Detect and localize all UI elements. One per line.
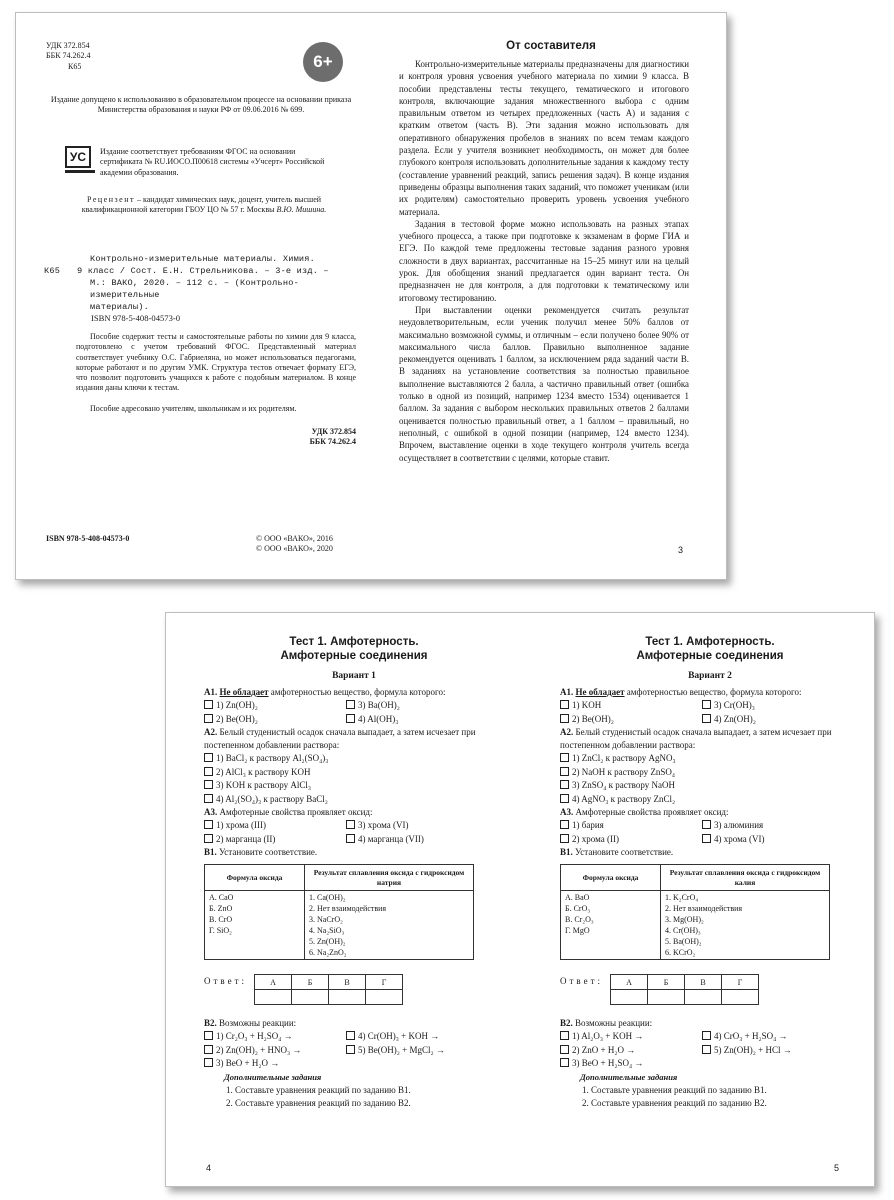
checkbox[interactable] xyxy=(702,1031,711,1040)
bbk-bottom-code: ББК 74.262.4 xyxy=(309,437,356,447)
biblio-line-2: 9 класс / Сост. Е.Н. Стрельникова. – 3-е изд. – xyxy=(77,266,329,276)
answer-col-header: Г xyxy=(366,975,403,990)
b1-left-column xyxy=(205,891,305,960)
question-b1 xyxy=(560,846,860,859)
page3-paragraph-3: При выставлении оценки рекомендуется считать результат неудовлетворительным, если ученик получил менее 50% баллов от максимально возможной суммы, и отличным – если получено более 90% от максимального числа баллов. Правильно выполненное задание рекомендуется оценивать 1 баллом, за исключением ряда заданий части В. В заданиях на установление соответствия за полностью правильное выполнение выставляются 2 балла, а частично правильный ответ (ошибка только в одной из позиций, например 1234 вместо 1534) оценивается 1 баллом. За задания с выбором нескольких правильных ответов 2 баллами оценивается полностью правильный ответ, а 1 баллом – правильный, но неполный, с ошибкой в одной позиции (например, 124 вместо 1234). Впрочем, выставление оценки в ходе текущего контроля учитель всегда осуществляет в соответствии с целями, которые ставит. xyxy=(399,304,689,463)
checkbox[interactable] xyxy=(346,700,355,709)
checkbox[interactable] xyxy=(204,1045,213,1054)
book-spread-imprint xyxy=(15,12,727,580)
a3-option: 1) бария xyxy=(572,820,604,830)
checkbox[interactable] xyxy=(702,714,711,723)
answer-grid xyxy=(254,974,403,1005)
b1-right-item: 4. Na₂SiO₃ xyxy=(309,926,345,935)
b1-left-item: Г. SiO₂ xyxy=(209,926,232,935)
question-b2 xyxy=(204,1017,504,1030)
b1-right-item: 6. KCrO₂ xyxy=(665,948,696,957)
question-a3 xyxy=(560,806,860,819)
us-logo xyxy=(65,146,95,173)
checkbox[interactable] xyxy=(346,714,355,723)
answer-col-header: В xyxy=(685,975,722,990)
reviewer-text: кандидат химических наук, доцент, учитель высшей квалификационной категории ГБОУ ЦО № 57 г. Москвы xyxy=(81,195,322,215)
checkbox[interactable] xyxy=(702,820,711,829)
extra-tasks xyxy=(204,1071,504,1110)
b2-option: 2) Zn(OH)₂ + HNO₃ → xyxy=(216,1044,302,1055)
a2-option: 2) AlCl₃ к раствору KOH xyxy=(216,766,311,777)
a2-option: 4) AgNO₃ к раствору ZnCl₂ xyxy=(572,793,676,804)
answer-col-header: Б xyxy=(648,975,685,990)
checkbox[interactable] xyxy=(560,767,569,776)
a1-option: 4) Zn(OH)₂ xyxy=(714,713,756,724)
copyright-2020: © ООО «ВАКО», 2020 xyxy=(256,544,333,554)
question-b2 xyxy=(560,1017,860,1030)
answer-col-header: В xyxy=(329,975,366,990)
reviewer-label: Рецензент xyxy=(86,195,135,204)
udk-block xyxy=(46,41,91,72)
answer-col-header: Г xyxy=(722,975,759,990)
checkbox[interactable] xyxy=(560,794,569,803)
checkbox[interactable] xyxy=(560,1058,569,1067)
checkbox[interactable] xyxy=(560,1045,569,1054)
answer-cell[interactable] xyxy=(366,990,403,1005)
bbk-code: ББК 74.262.4 xyxy=(46,51,91,61)
page3-body xyxy=(399,58,689,464)
bibliographic-record xyxy=(44,253,354,313)
b1-left-item: Г. MgO xyxy=(565,926,590,935)
checkbox[interactable] xyxy=(346,1031,355,1040)
page5 xyxy=(560,635,860,1110)
a2-number: А2. xyxy=(204,727,218,737)
extra-task: 1. Составьте уравнения реакций по заданию В1. xyxy=(582,1084,767,1095)
a1-text: амфотерностью вещество, формула которого: xyxy=(624,687,802,697)
question-a2 xyxy=(204,726,504,752)
a2-option: 2) NaOH к раствору ZnSO₄ xyxy=(572,766,675,777)
answer-cell[interactable] xyxy=(329,990,366,1005)
b1-header-right: Результат сплавления оксида с гидроксидом натрия xyxy=(305,865,474,891)
b2-number: В2. xyxy=(560,1018,573,1028)
page4 xyxy=(204,635,504,1110)
a3-option: 2) марганца (II) xyxy=(216,833,276,844)
extra-task: 2. Составьте уравнения реакций по заданию В2. xyxy=(226,1097,411,1108)
checkbox[interactable] xyxy=(560,820,569,829)
b2-option: 4) CrO₃ + H₂SO₄ → xyxy=(714,1031,788,1041)
page4-title-line-2: Амфотерные соединения xyxy=(280,650,428,662)
answer-cell[interactable] xyxy=(292,990,329,1005)
checkbox[interactable] xyxy=(204,753,213,762)
a1-option: 3) Ba(OH)₂ xyxy=(358,700,400,710)
a2-number: А2. xyxy=(560,727,574,737)
b2-option: 1) Al₂O₃ + KOH → xyxy=(572,1031,644,1041)
udk-bottom-code: УДК 372.854 xyxy=(311,427,356,436)
checkbox[interactable] xyxy=(560,753,569,762)
checkbox[interactable] xyxy=(204,1031,213,1040)
b2-option: 3) BeO + H₂O → xyxy=(216,1058,280,1068)
a3-option: 4) хрома (VI) xyxy=(714,833,765,844)
age-rating-badge: 6+ xyxy=(303,42,343,82)
page3-paragraph-2: Задания в тестовой форме можно использовать на разных этапах учебного процесса, а также при подготовке к экзаменам в форме ГИА и ЕГЭ. По каждой теме предложены тестовые задания разного уровня сложности в двух вариантах, рассчитанные на 15–25 минут или на целый урок. Для обобщения знаний предлагается один вариант теста. Он предназначен не для контроля, а для подготовки к тематическому или итоговому тестированию. xyxy=(399,218,689,303)
a2-option: 1) ZnCl₂ к раствору AgNO₃ xyxy=(572,753,676,763)
annotation-text: Пособие содержит тесты и самостоятельные работы по химии для 9 класса, подготовлено с учетом требований ФГОС. Представленный материал соответствует учебнику О.С. Габриеляна, но может использоваться педагогами, которые работают и по другим УМК. Структура тестов отвечает формату ЕГЭ, что позволит подготовить учащихся к работе с подобным материалом. В конце издания даны ключи к тестам. xyxy=(76,332,356,393)
b1-header-left: Формула оксида xyxy=(561,865,661,891)
b1-text: Установите соответствие. xyxy=(216,847,318,857)
b1-right-item: 2. Нет взаимодействия xyxy=(665,904,743,913)
question-a3 xyxy=(204,806,504,819)
b1-matching-table xyxy=(204,864,474,960)
a3-text: Амфотерные свойства проявляет оксид: xyxy=(217,807,373,817)
question-b1 xyxy=(204,846,504,859)
biblio-line-1: Контрольно-измерительные материалы. Химия. xyxy=(90,254,315,264)
biblio-line-3: М.: ВАКО, 2020. – 112 с. – (Контрольно-измерительные xyxy=(90,278,299,300)
annotation-audience: Пособие адресовано учителям, школьникам и их родителям. xyxy=(90,404,297,413)
a1-negation: Не обладает xyxy=(219,687,269,697)
page-number-3: 3 xyxy=(678,545,684,555)
b2-option: 3) BeO + H₂SO₄ → xyxy=(572,1058,644,1068)
page3-paragraph-1: Контрольно-измерительные материалы предназначены для диагностики и контроля уровня усвоения учебного материала по химии 9 класса. В пособии представлены тесты текущего, тематического и итогового контроля, включающие задания множественного выбора с одним правильным ответом из четырех предложенных (часть А) и задания с кратким ответом (часть В). Эти задания можно использовать для оперативного обнаружения пробелов в знаниях по всем темам каждого раздела. Если у учителя возникнет необходимость, он может для более глубокого контроля использовать дополнительные задания к каждому тесту (составление уравнений реакций, запись решения задач). В конце издания приведены образцы выполнения таких заданий, что поможет ученикам (или их родителям) самостоятельно проверить уровень усвоения учебного материала. xyxy=(399,59,689,217)
checkbox[interactable] xyxy=(702,700,711,709)
b1-left-item: А. BaO xyxy=(565,893,590,902)
a2-text: Белый студенистый осадок сначала выпадает, а затем исчезает при постепенном добавлении раствора: xyxy=(204,727,476,750)
a2-option: 3) ZnSO₄ к раствору NaOH xyxy=(572,780,675,790)
a3-text: Амфотерные свойства проявляет оксид: xyxy=(573,807,729,817)
page5-title-line-2: Амфотерные соединения xyxy=(636,650,784,662)
b1-right-item: 6. Na₂ZnO₂ xyxy=(309,948,347,957)
a3-number: А3. xyxy=(560,807,574,817)
b1-right-item: 2. Нет взаимодействия xyxy=(309,904,387,913)
question-a1 xyxy=(560,686,860,699)
copyright-block xyxy=(256,534,333,555)
a2-option: 3) KOH к раствору AlCl₃ xyxy=(216,780,312,790)
answer-row xyxy=(560,974,860,1005)
page4-title-line-1: Тест 1. Амфотерность. xyxy=(289,636,419,648)
author-mark: К65 xyxy=(68,61,82,71)
udk-code: УДК 372.854 xyxy=(46,41,90,50)
a1-number: А1. xyxy=(204,687,218,697)
checkbox[interactable] xyxy=(204,834,213,843)
isbn-line: ISBN 978-5-408-04573-0 xyxy=(91,313,181,323)
page5-title-line-1: Тест 1. Амфотерность. xyxy=(645,636,775,648)
b1-text: Установите соответствие. xyxy=(572,847,674,857)
b2-text: Возможны реакции: xyxy=(572,1018,653,1028)
checkbox[interactable] xyxy=(702,834,711,843)
a2-option: 1) BaCl₂ к раствору Al₂(SO₄)₃ xyxy=(216,753,329,763)
b1-right-item: 4. Cr(OH)₃ xyxy=(665,926,701,935)
b1-right-item: 5. Zn(OH)₂ xyxy=(309,937,346,946)
extra-tasks xyxy=(560,1071,860,1110)
b1-left-item: Б. CrO₃ xyxy=(565,904,591,913)
b1-right-item: 1. Ca(OH)₂ xyxy=(309,893,346,902)
checkbox[interactable] xyxy=(204,700,213,709)
a1-number: А1. xyxy=(560,687,574,697)
answer-cell[interactable] xyxy=(611,990,648,1005)
question-a2 xyxy=(560,726,860,752)
answer-cell[interactable] xyxy=(722,990,759,1005)
a3-option: 3) алюминия xyxy=(714,820,764,830)
page5-variant: Вариант 2 xyxy=(688,671,732,681)
answer-grid xyxy=(610,974,759,1005)
b1-left-item: Б. ZnO xyxy=(209,904,233,913)
a1-option: 3) Cr(OH)₃ xyxy=(714,700,755,710)
checkbox[interactable] xyxy=(560,700,569,709)
a3-option: 3) хрома (VI) xyxy=(358,820,409,830)
answer-row xyxy=(204,974,504,1005)
answer-label: Ответ: xyxy=(204,976,248,986)
a1-option: 2) Be(OH)₂ xyxy=(216,713,258,724)
a1-option: 1) Zn(OH)₂ xyxy=(216,700,258,710)
a1-option: 1) KOH xyxy=(572,700,602,710)
reviewer-name: В.Ю. Мишина. xyxy=(276,205,327,215)
checkbox[interactable] xyxy=(560,834,569,843)
answer-label: Ответ: xyxy=(560,976,604,986)
biblio-code: К65 xyxy=(44,266,61,276)
a1-option: 2) Be(OH)₂ xyxy=(572,713,614,724)
b1-right-column xyxy=(305,891,474,960)
b1-right-item: 3. NaCrO₂ xyxy=(309,915,343,924)
a2-text: Белый студенистый осадок сначала выпадает, а затем исчезает при постепенном добавлении раствора: xyxy=(560,727,832,750)
checkbox[interactable] xyxy=(204,1058,213,1067)
a3-option: 2) хрома (II) xyxy=(572,833,619,844)
checkbox[interactable] xyxy=(204,780,213,789)
extra-task: 2. Составьте уравнения реакций по заданию В2. xyxy=(582,1097,767,1108)
checkbox[interactable] xyxy=(204,767,213,776)
checkbox[interactable] xyxy=(560,1031,569,1040)
b2-option: 4) Cr(OH)₃ + KOH → xyxy=(358,1031,440,1041)
page3-title: От составителя xyxy=(506,40,596,52)
b1-number: В1. xyxy=(204,847,217,857)
b1-number: В1. xyxy=(560,847,573,857)
b1-right-item: 1. K₂CrO₄ xyxy=(665,893,699,902)
b1-header-right: Результат сплавления оксида с гидроксидом калия xyxy=(661,865,830,891)
checkbox[interactable] xyxy=(204,794,213,803)
checkbox[interactable] xyxy=(346,834,355,843)
b1-left-item: В. CrO xyxy=(209,915,233,924)
book-spread-test-1 xyxy=(165,612,875,1187)
reviewer-block: Рецензент – кандидат химических наук, доцент, учитель высшей квалификационной категории ГБОУ ЦО № 57 г. Москвы В.Ю. Мишина. xyxy=(81,195,327,215)
isbn-bottom: ISBN 978-5-408-04573-0 xyxy=(46,534,130,543)
question-a1 xyxy=(204,686,504,699)
copyright-2016: © ООО «ВАКО», 2016 xyxy=(256,534,333,543)
checkbox[interactable] xyxy=(702,1045,711,1054)
b2-option: 1) Cr₂O₃ + H₂SO₄ → xyxy=(216,1031,293,1041)
us-logo-icon: УС xyxy=(65,146,91,168)
page-number-5: 5 xyxy=(834,1163,840,1173)
b2-option: 2) ZnO + H₂O → xyxy=(572,1044,636,1055)
b2-number: В2. xyxy=(204,1018,217,1028)
answer-col-header: А xyxy=(255,975,292,990)
a3-option: 1) хрома (III) xyxy=(216,820,266,830)
b1-matching-table xyxy=(560,864,830,960)
b2-option: 5) Zn(OH)₂ + HCl → xyxy=(714,1044,792,1055)
udk-bottom xyxy=(286,427,356,448)
a3-number: А3. xyxy=(204,807,218,817)
a1-text: амфотерностью вещество, формула которого: xyxy=(268,687,446,697)
biblio-line-4: материалы). xyxy=(90,302,149,312)
page-number-4: 4 xyxy=(206,1163,212,1173)
fgos-certificate-text: Издание соответствует требованиям ФГОС на основании сертификата № RU.ИОСО.П00618 системы «Учсерт» Российской академии образования. xyxy=(100,147,325,177)
b1-right-item: 3. Mg(OH)₂ xyxy=(665,915,704,924)
answer-col-header: А xyxy=(611,975,648,990)
checkbox[interactable] xyxy=(346,820,355,829)
permission-text: Издание допущено к использованию в образовательном процессе на основании приказа Министерства образования и науки РФ от 09.06.2016 № 699. xyxy=(50,95,352,115)
checkbox[interactable] xyxy=(560,780,569,789)
a2-option: 4) Al₂(SO₄)₃ к раствору BaCl₂ xyxy=(216,793,328,804)
us-logo-bar xyxy=(65,170,95,173)
page4-variant: Вариант 1 xyxy=(332,671,376,681)
a3-option: 4) марганца (VII) xyxy=(358,833,424,844)
b1-left-item: В. Cr₂O₃ xyxy=(565,915,594,924)
answer-col-header: Б xyxy=(292,975,329,990)
checkbox[interactable] xyxy=(346,1045,355,1054)
checkbox[interactable] xyxy=(204,820,213,829)
extra-tasks-title: Дополнительные задания xyxy=(224,1071,322,1082)
b2-option: 5) Be(OH)₂ + MgCl₂ → xyxy=(358,1044,445,1055)
answer-cell[interactable] xyxy=(255,990,292,1005)
b1-left-column xyxy=(561,891,661,960)
extra-task: 1. Составьте уравнения реакций по заданию В1. xyxy=(226,1084,411,1095)
checkbox[interactable] xyxy=(204,714,213,723)
checkbox[interactable] xyxy=(560,714,569,723)
answer-cell[interactable] xyxy=(685,990,722,1005)
b1-right-column xyxy=(661,891,830,960)
b2-text: Возможны реакции: xyxy=(216,1018,297,1028)
extra-tasks-title: Дополнительные задания xyxy=(580,1071,678,1082)
a1-negation: Не обладает xyxy=(575,687,625,697)
b1-left-item: А. CaO xyxy=(209,893,234,902)
a1-option: 4) Al(OH)₃ xyxy=(358,713,399,724)
b1-right-item: 5. Ba(OH)₂ xyxy=(665,937,702,946)
answer-cell[interactable] xyxy=(648,990,685,1005)
b1-header-left: Формула оксида xyxy=(205,865,305,891)
